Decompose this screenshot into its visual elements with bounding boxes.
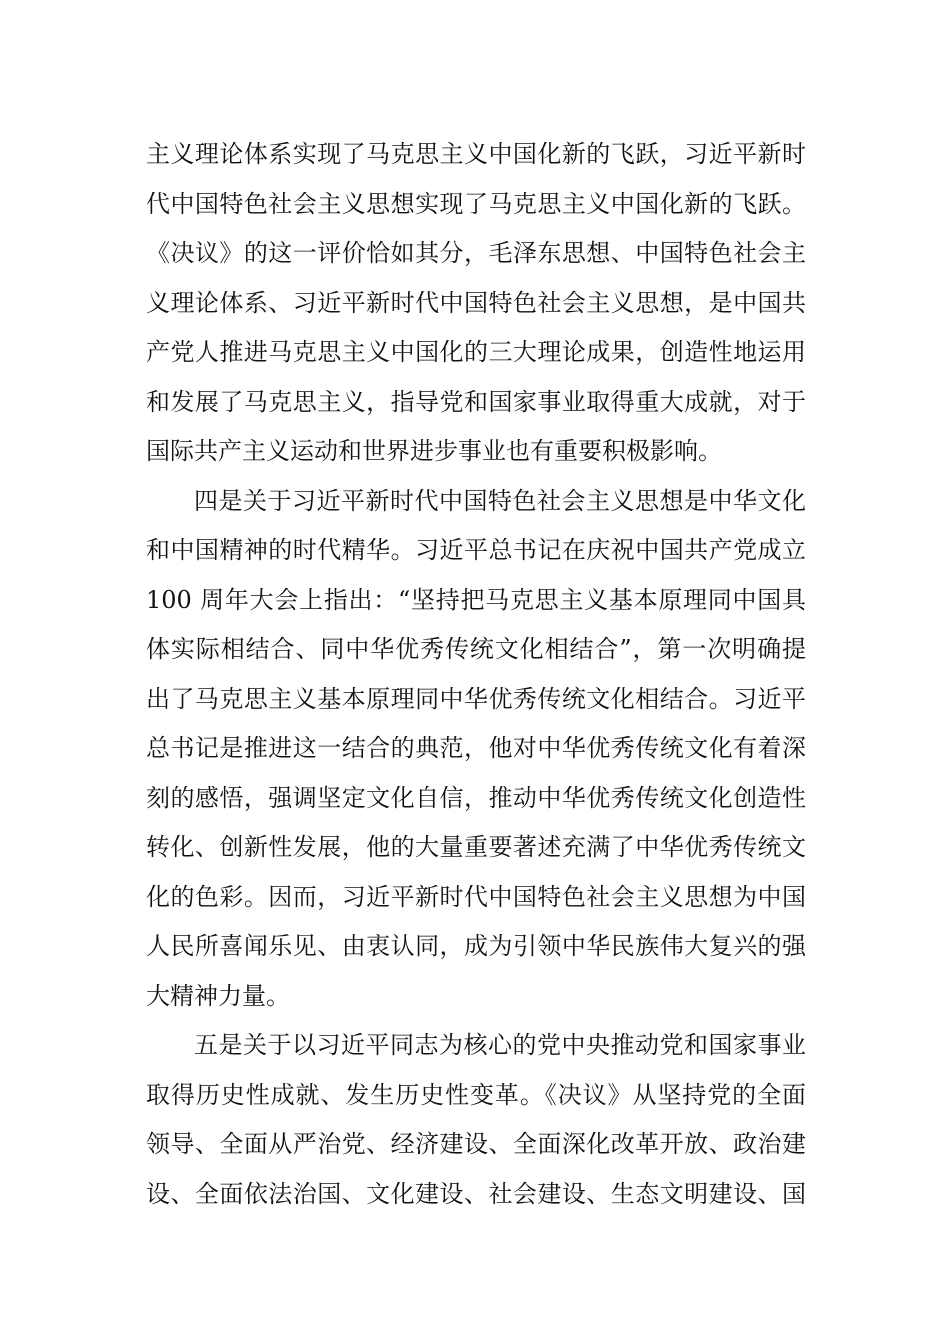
text-line: 设、全面依法治国、文化建设、社会建设、生态文明建设、国: [146, 1179, 806, 1208]
text-line: 和发展了马克思主义，指导党和国家事业取得重大成就，对于: [146, 387, 806, 416]
paragraph-first-line: 四是关于习近平新时代中国特色社会主义思想是中华文化: [194, 486, 806, 515]
text-line: 人民所喜闻乐见、由衷认同，成为引领中华民族伟大复兴的强: [146, 932, 806, 960]
text-line: 转化、创新性发展，他的大量重要著述充满了中华优秀传统文: [146, 833, 806, 861]
text-line: 出了马克思主义基本原理同中华优秀传统文化相结合。习近平: [146, 684, 806, 713]
text-line: 100 周年大会上指出：“坚持把马克思主义基本原理同中国具: [146, 585, 806, 614]
text-line: 大精神力量。: [146, 981, 290, 1010]
text-line: 领导、全面从严治党、经济建设、全面深化改革开放、政治建: [146, 1130, 806, 1158]
text-line: 《决议》的这一评价恰如其分，毛泽东思想、中国特色社会主: [146, 239, 806, 267]
text-line: 代中国特色社会主义思想实现了马克思主义中国化新的飞跃。: [146, 189, 806, 218]
text-line: 刻的感悟，强调坚定文化自信，推动中华优秀传统文化创造性: [146, 783, 806, 812]
text-line: 体实际相结合、同中华优秀传统文化相结合”，第一次明确提: [146, 635, 806, 663]
text-line: 产党人推进马克思主义中国化的三大理论成果，创造性地运用: [146, 338, 806, 366]
text-line: 取得历史性成就、发生历史性变革。《决议》从坚持党的全面: [146, 1080, 806, 1109]
body-text: [146, 130, 806, 1219]
paragraph-first-line: 五是关于以习近平同志为核心的党中央推动党和国家事业: [194, 1031, 806, 1059]
text-line: 和中国精神的时代精华。习近平总书记在庆祝中国共产党成立: [146, 536, 806, 564]
text-line: 总书记是推进这一结合的典范，他对中华优秀传统文化有着深: [146, 734, 806, 762]
text-line: 国际共产主义运动和世界进步事业也有重要积极影响。: [146, 437, 722, 465]
text-line: 主义理论体系实现了马克思主义中国化新的飞跃，习近平新时: [146, 140, 806, 168]
text-line: 义理论体系、习近平新时代中国特色社会主义思想，是中国共: [146, 288, 806, 317]
text-line: 化的色彩。因而，习近平新时代中国特色社会主义思想为中国: [146, 882, 806, 911]
